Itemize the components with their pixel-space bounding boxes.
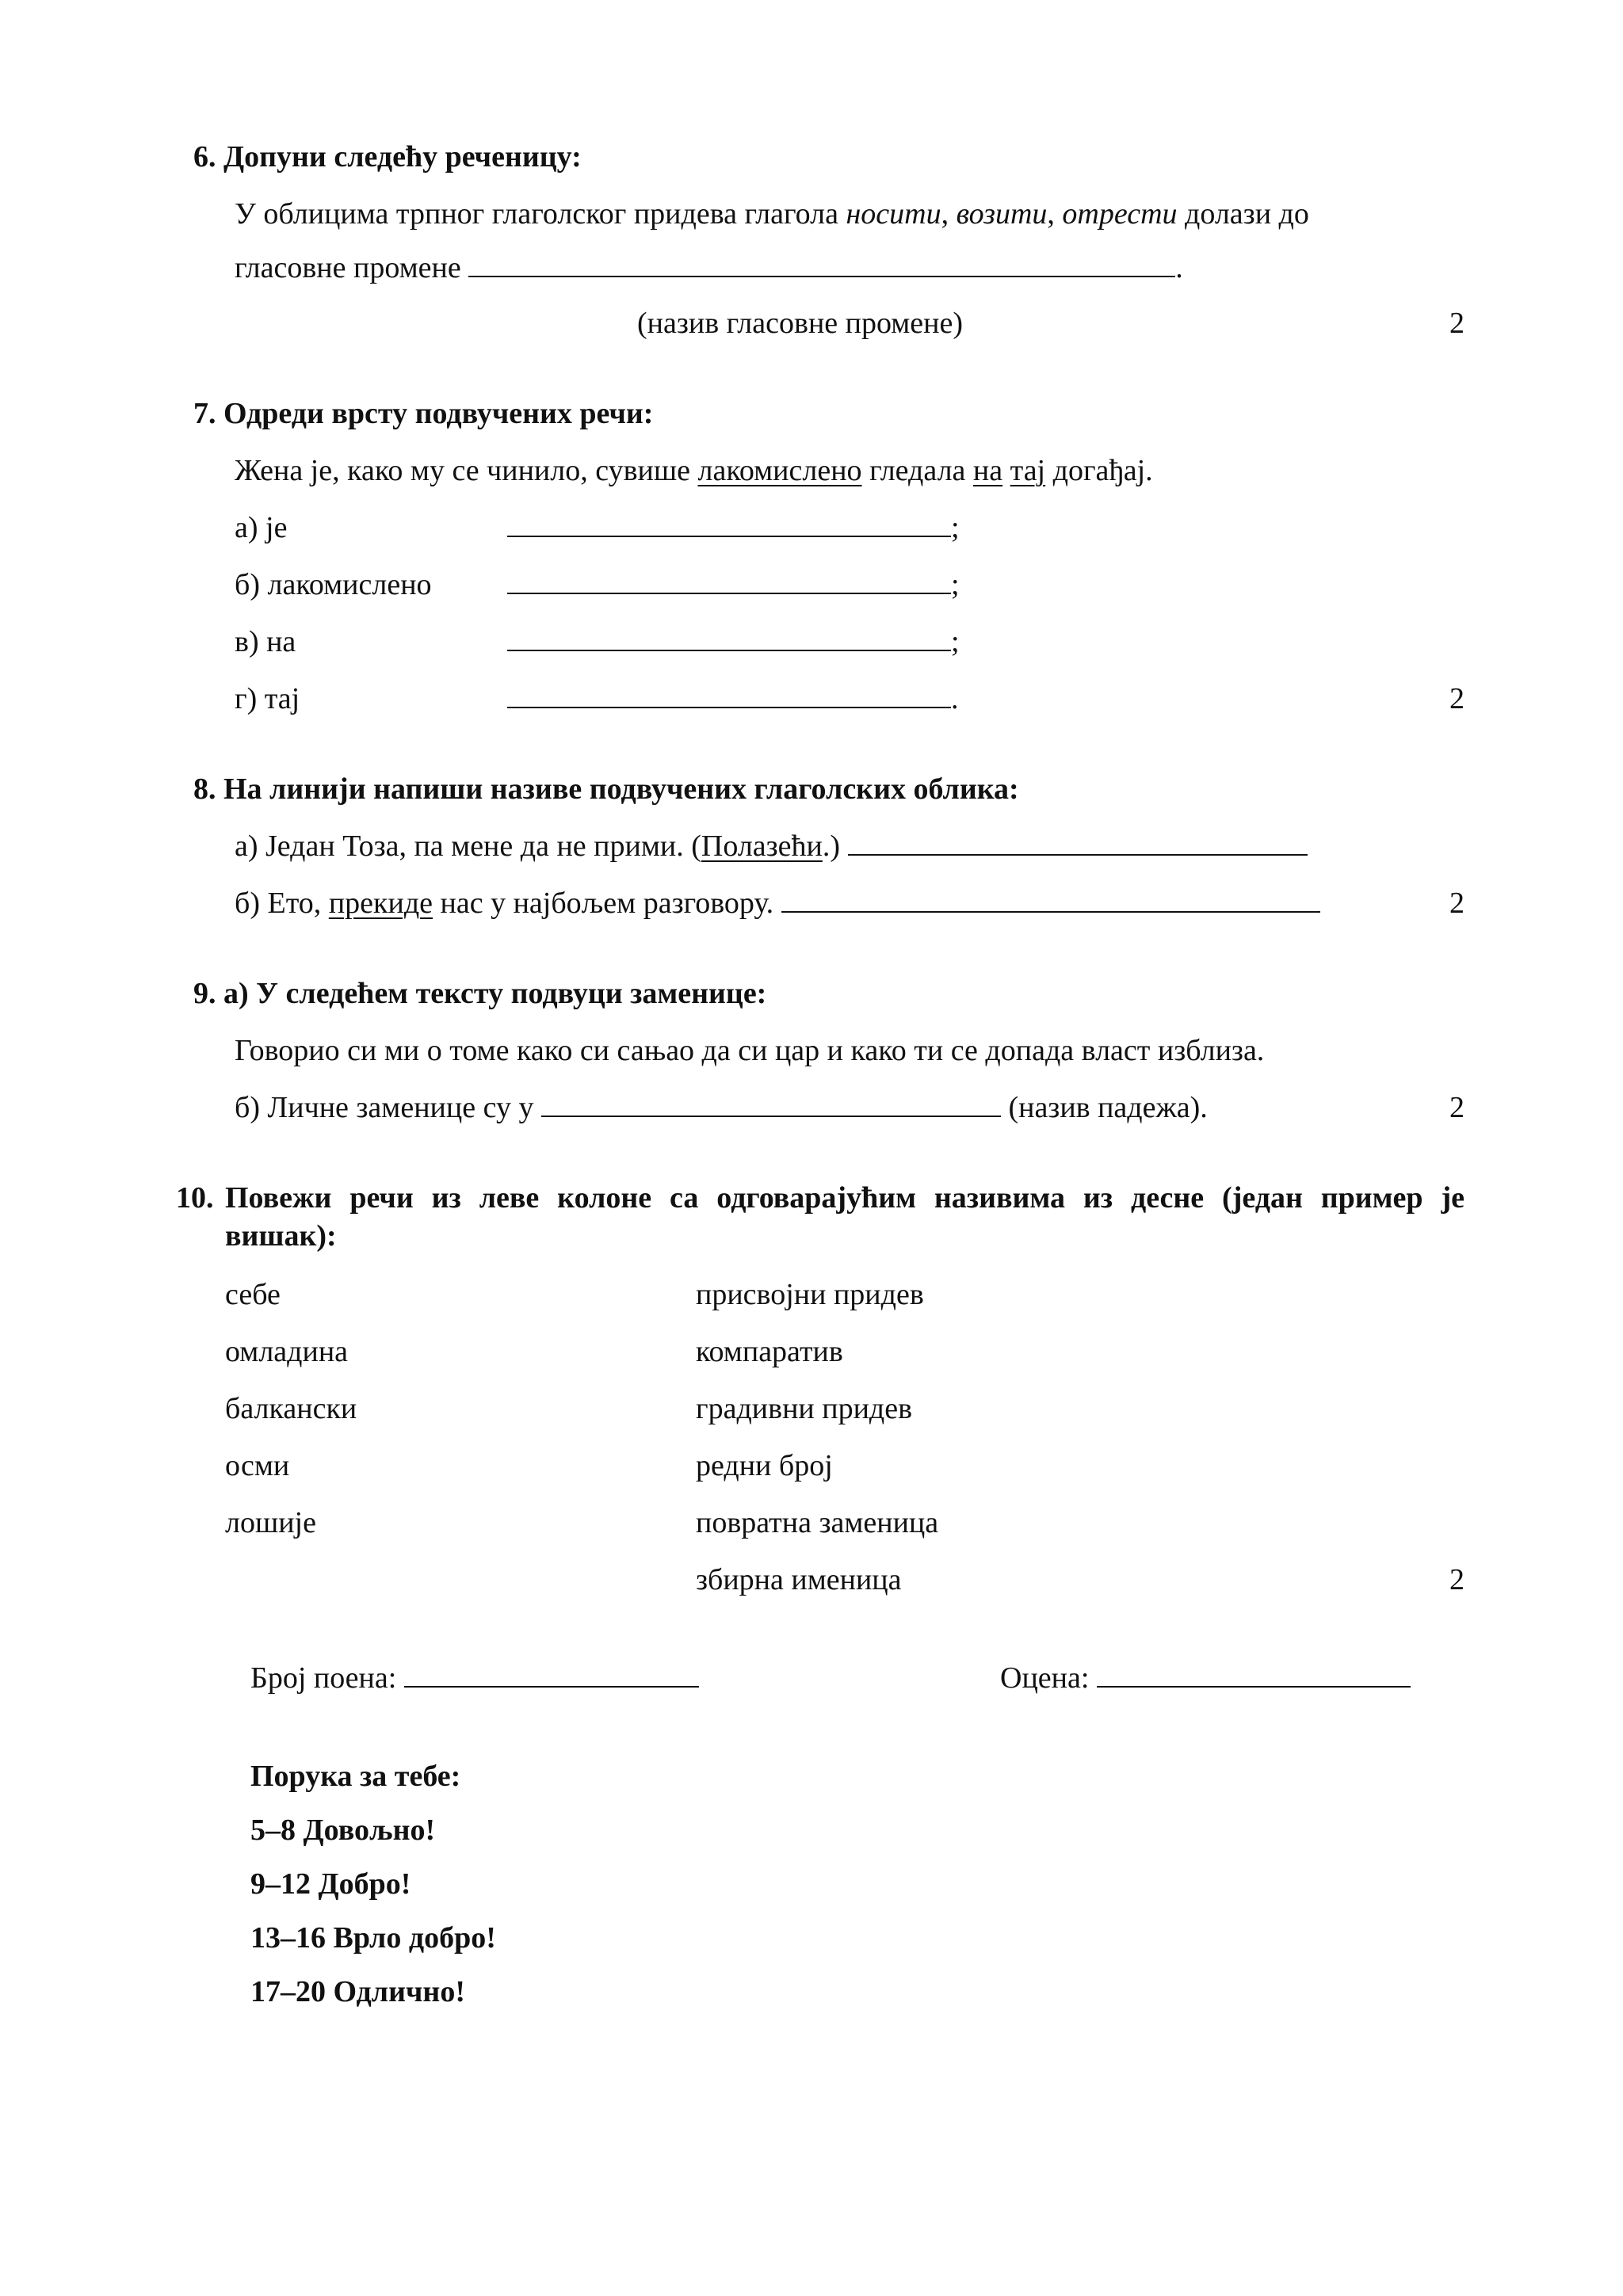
q6-number: 6. [193, 140, 216, 174]
q8-a-text-end: .) [822, 830, 848, 863]
message-line: 17–20 Одлично! [250, 1975, 465, 2008]
q7-item-d-label: г) тај [235, 682, 300, 715]
q9-b-text-end: (назив падежа). [1000, 1091, 1208, 1124]
message-line: 13–16 Врло добро! [250, 1921, 496, 1955]
q6-hint: (назив гласовне промене) [637, 307, 964, 340]
message-line: 9–12 Добро! [250, 1867, 411, 1901]
q7-points: 2 [1449, 682, 1465, 715]
q7-item-d-answer [507, 680, 959, 718]
q10-left-item[interactable]: омладина [225, 1335, 349, 1368]
q7-sentence-part: Жена је, како му се чинило, сувише [235, 454, 698, 487]
q10-number: 10. [176, 1181, 214, 1215]
grade-field [1000, 1659, 1411, 1697]
q9-title: а) У следећем тексту подвуци заменице: [223, 977, 767, 1010]
q6-verb-voziti: возити [956, 197, 1048, 231]
q7-title: Одреди врсту подвучених речи: [223, 397, 654, 430]
q8-b-text-end: нас у најбољем разговору. [433, 887, 781, 920]
q7-item-a-end: ; [951, 511, 960, 544]
q6-title: Допуни следећу реченицу: [223, 140, 582, 174]
q7-underlined-word: на [972, 454, 1003, 487]
q9-points: 2 [1449, 1091, 1465, 1124]
q8-a-blank[interactable] [848, 830, 1308, 856]
q8-number: 8. [193, 772, 216, 806]
q10-right-item[interactable]: градивни придев [696, 1392, 913, 1425]
q8-heading [193, 770, 1019, 808]
q7-item-b-blank[interactable] [507, 569, 951, 594]
q8-b-blank[interactable] [781, 887, 1320, 913]
q9-text[interactable]: Говорио си ми о томе како си сањао да си цар и како ти се допада власт изблиза. [235, 1034, 1265, 1067]
q8-a-text: а) Један Тоза, па мене да не прими. ( [235, 830, 701, 863]
q7-underlined-word: лакомислено [697, 454, 862, 487]
score-blank[interactable] [404, 1662, 699, 1688]
q9-b-text: б) Личне заменице су у [235, 1091, 541, 1124]
q7-item-c-end: ; [951, 625, 960, 658]
q6-sentence-line2 [235, 249, 1183, 287]
q7-item-c-label: в) на [235, 625, 296, 658]
q8-item-b [235, 884, 1320, 922]
grade-blank[interactable] [1097, 1662, 1411, 1688]
q7-item-a-blank[interactable] [507, 512, 951, 537]
q7-item-b-answer [507, 566, 960, 604]
q8-item-a [235, 827, 1308, 865]
q7-heading [193, 395, 653, 433]
q8-title: На линији напиши називе подвучених глаголских облика: [223, 772, 1019, 806]
q7-item-c-blank[interactable] [507, 626, 951, 651]
q6-points: 2 [1449, 307, 1465, 340]
q9-b-blank[interactable] [541, 1092, 1001, 1117]
q8-points: 2 [1449, 887, 1465, 920]
q6-verb-nositi: носити [846, 197, 941, 231]
q10-right-item[interactable]: присвојни придев [696, 1278, 924, 1311]
q10-title-line1: Повежи речи из леве колоне са одговарајућим називима из десне (један пример је [225, 1181, 1465, 1215]
q9-number: 9. [193, 977, 216, 1010]
q10-points: 2 [1449, 1563, 1465, 1596]
q9-item-b [235, 1089, 1208, 1127]
q10-left-item[interactable]: осми [225, 1449, 290, 1482]
q6-verb-otresti: отрести [1062, 197, 1178, 231]
message-line: 5–8 Довољно! [250, 1814, 436, 1847]
score-label: Број поена: [250, 1661, 404, 1695]
q6-sentence-line1 [235, 195, 1309, 233]
q10-left-item[interactable]: лошије [225, 1506, 316, 1539]
message-title: Порука за тебе: [250, 1760, 461, 1793]
q10-right-item[interactable]: компаратив [696, 1335, 843, 1368]
q10-left-item[interactable]: себе [225, 1278, 281, 1311]
q9-heading [193, 974, 766, 1013]
q6-answer-blank[interactable] [468, 252, 1175, 277]
q7-underlined-word: тај [1010, 454, 1046, 487]
q10-right-item[interactable]: повратна заменица [696, 1506, 939, 1539]
q6-line1-end: долази до [1177, 197, 1309, 231]
q7-item-c-answer [507, 623, 960, 661]
q6-separator: , [941, 197, 957, 231]
q7-sentence-part: гледала [861, 454, 973, 487]
q7-item-d-blank[interactable] [507, 683, 951, 708]
q7-item-a-label: а) је [235, 511, 288, 544]
score-field [250, 1659, 699, 1697]
q7-item-d-end: . [951, 682, 959, 715]
q7-item-b-end: ; [951, 568, 960, 601]
q6-line1-text: У облицима трпног глаголског придева глагола [235, 197, 846, 231]
q8-b-text: б) Ето, [235, 887, 329, 920]
q8-b-underlined: прекиде [328, 887, 433, 920]
q6-line2-period: . [1175, 251, 1183, 284]
q8-a-underlined: Полазећи [701, 830, 823, 863]
grade-label: Оцена: [1000, 1661, 1097, 1695]
q10-right-item[interactable]: збирна именица [696, 1563, 902, 1596]
q6-separator: , [1047, 197, 1063, 231]
q7-item-a-answer [507, 509, 960, 547]
q7-number: 7. [193, 397, 216, 430]
q7-sentence [235, 452, 1153, 490]
q10-title-line2: вишак): [225, 1219, 337, 1253]
q10-right-item[interactable]: редни број [696, 1449, 833, 1482]
q6-heading [193, 138, 582, 176]
q6-line2-text: гласовне промене [235, 251, 469, 284]
q10-left-item[interactable]: балкански [225, 1392, 357, 1425]
q7-sentence-part [1002, 454, 1010, 487]
q7-item-b-label: б) лакомислено [235, 568, 432, 601]
q7-sentence-part: догађај. [1045, 454, 1153, 487]
